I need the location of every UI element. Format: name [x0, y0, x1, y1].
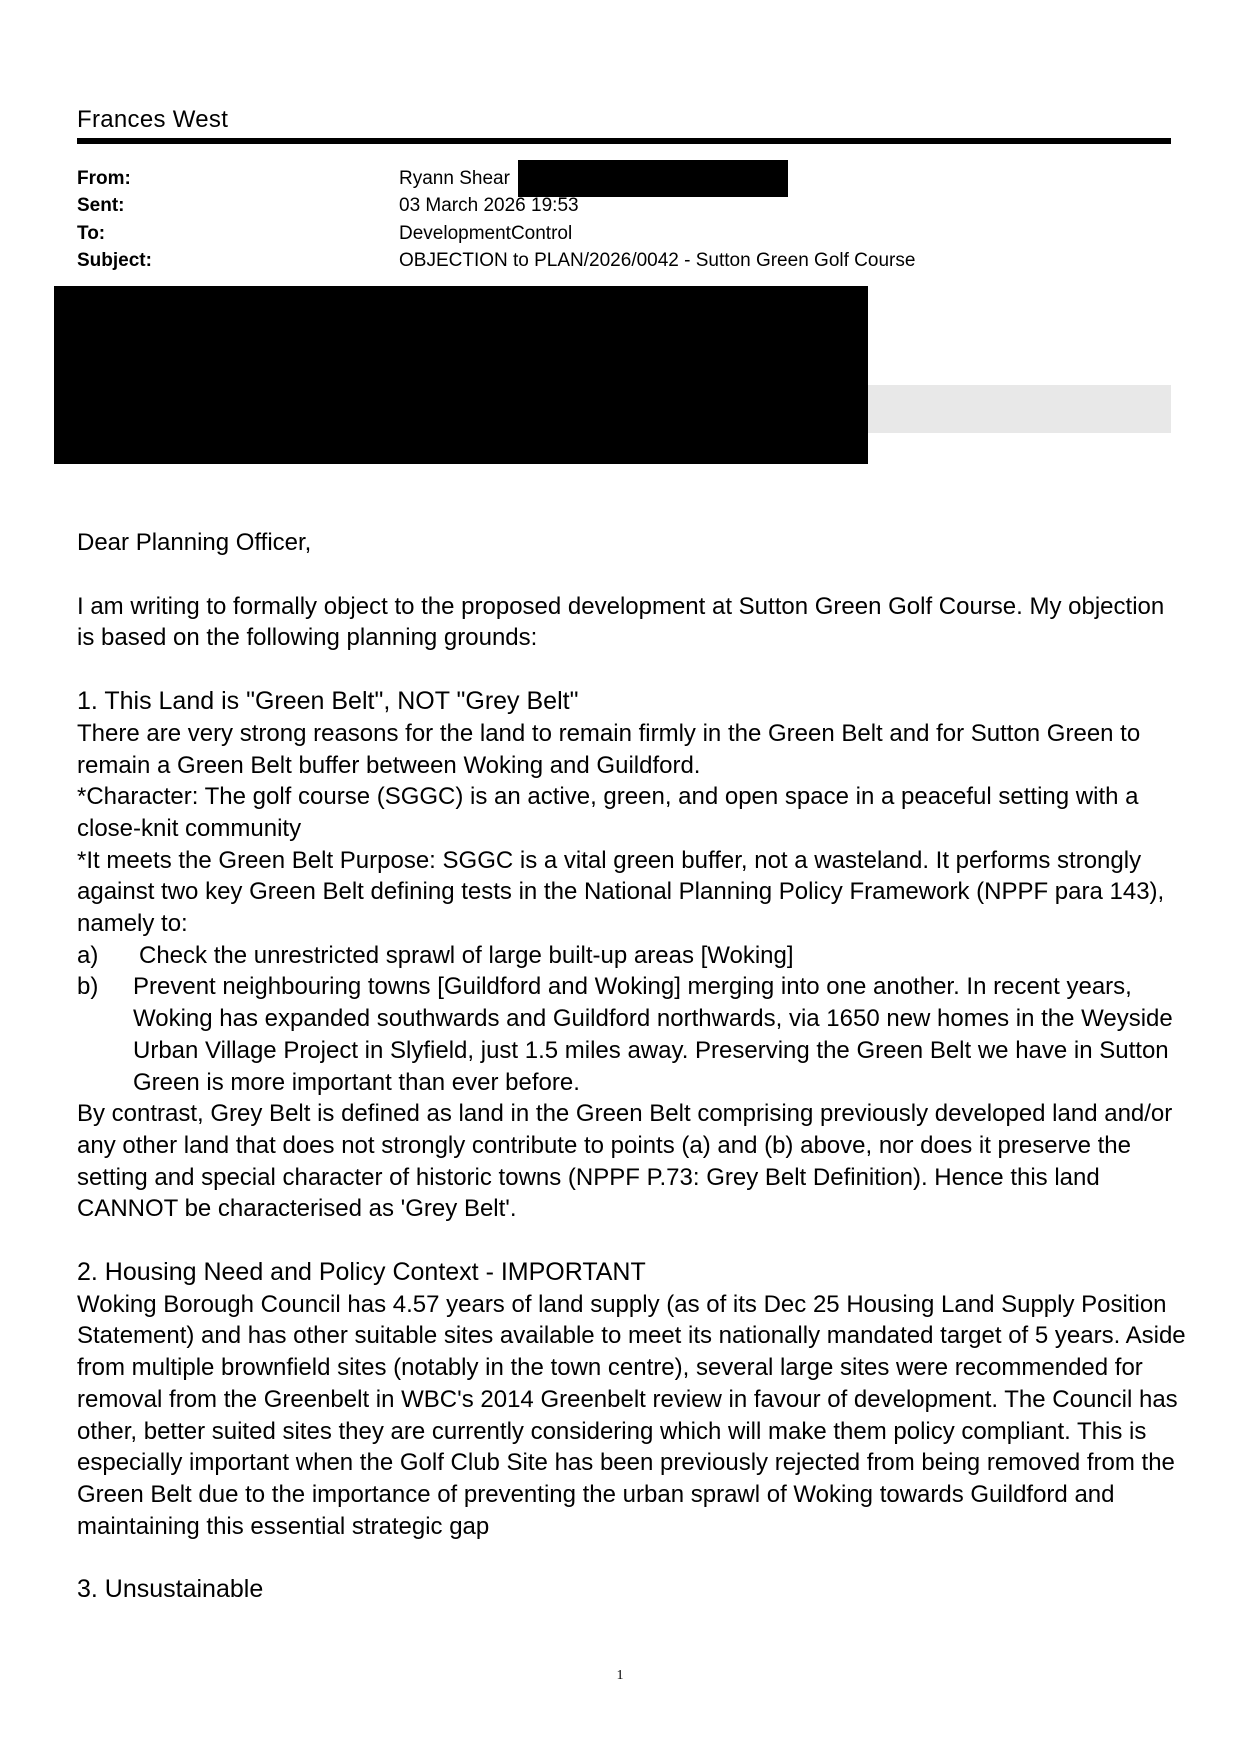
section-2-paragraph: Woking Borough Council has 4.57 years of land supply (as of its Dec 25 Housing Land Supply Position Statement) and has other suitable sites available to meet its nationally mandated target of 5 years. Aside from multiple brownfield sites (notably in the town centre), several large sites were recommended for removal from the Greenbelt in WBC's 2014 Greenbelt review in favour of development. The Council has other, better suited sites they are currently considering which will make them policy compliant. This is especially important when the Golf Club Site has been previously rejected from being removed from the Green Belt due to the importance of preventing the urban sprawl of Woking towards Guildford and maintaining this essential strategic gap [77, 1290, 1186, 1540]
section-1-character: *Character: The golf course (SGGC) is an active, green, and open space in a peaceful setting with a close-knit community [77, 783, 1139, 842]
sent-label: Sent: [77, 195, 125, 216]
gray-highlight-bar [866, 385, 1171, 433]
section-3-heading: 3. Unsustainable [77, 1575, 264, 1604]
subject-label: Subject: [77, 250, 152, 271]
section-2-heading: 2. Housing Need and Policy Context - IMPORTANT [77, 1258, 646, 1287]
redacted-email-address [518, 160, 788, 197]
from-value: Ryann Shear [399, 168, 510, 189]
subject-value: OBJECTION to PLAN/2026/0042 - Sutton Green Golf Course [399, 250, 916, 271]
section-1-paragraph: There are very strong reasons for the land to remain firmly in the Green Belt and for Sutton Green to remain a Green Belt buffer between Woking and Guildford. [77, 719, 1141, 779]
list-item-a [77, 940, 1187, 972]
section-1-grey-belt-paragraph: By contrast, Grey Belt is defined as land in the Green Belt comprising previously developed land and/or any other land that does not strongly contribute to points (a) and (b) above, nor does it preserve the setting and special character of historic towns (NPPF P.73: Grey Belt Definition). Hence this land CANNOT be characterised as 'Grey Belt'. [77, 1100, 1173, 1223]
document-owner: Frances West [77, 106, 229, 133]
page-number: 1 [616, 1668, 624, 1683]
sent-value: 03 March 2026 19:53 [399, 195, 579, 216]
list-text-b: Prevent neighbouring towns [Guildford and Woking] merging into one another. In recent years, Woking has expanded southwards and Guildford northwards, via 1650 new homes in the Weyside Urban Village Project in Slyfield, just 1.5 miles away. Preserving the Green Belt we have in Sutton Green is more important than ever before. [133, 973, 1173, 1096]
list-text-a: Check the unrestricted sprawl of large built-up areas [Woking] [139, 941, 794, 969]
redacted-block [54, 286, 868, 464]
list-marker-a: a) [77, 941, 99, 969]
section-1-heading: 1. This Land is "Green Belt", NOT "Grey Belt" [77, 687, 579, 716]
to-value: DevelopmentControl [399, 223, 573, 244]
letter-body [77, 527, 1187, 1606]
list-item-b [77, 971, 1187, 1098]
from-label: From: [77, 168, 131, 189]
to-label: To: [77, 223, 106, 244]
salutation: Dear Planning Officer, [77, 529, 312, 556]
section-1-purpose: *It meets the Green Belt Purpose: SGGC is a vital green buffer, not a wasteland. It performs strongly against two key Green Belt defining tests in the National Planning Policy Framework (NPPF para 143), namely to: [77, 846, 1165, 938]
header-rule [77, 138, 1171, 144]
intro-paragraph: I am writing to formally object to the proposed development at Sutton Green Golf Course. My objection is based on the following planning grounds: [77, 592, 1165, 652]
list-marker-b: b) [77, 973, 99, 1001]
